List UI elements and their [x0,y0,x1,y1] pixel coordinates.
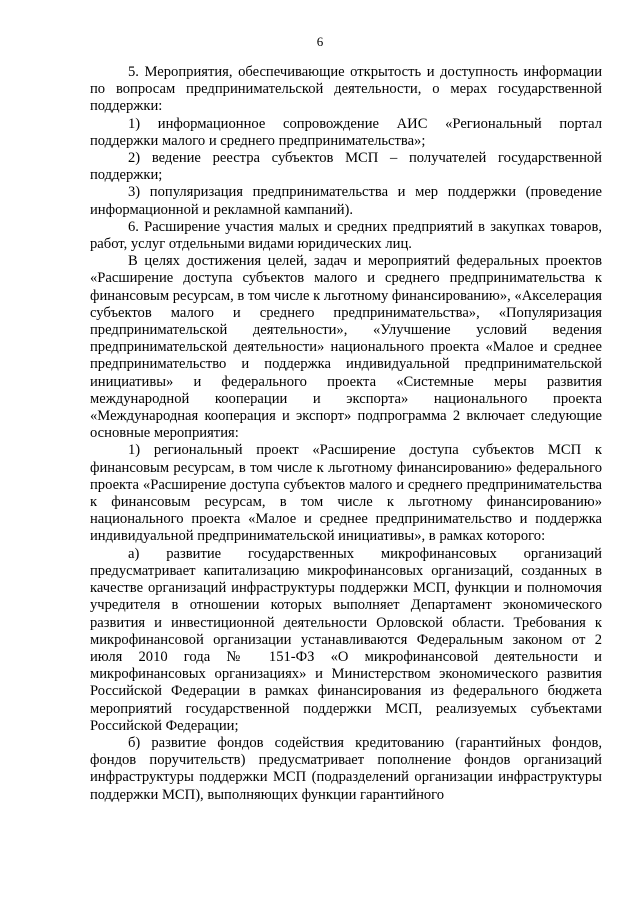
paragraph-subitem-3: 3) популяризация предпринимательства и мер поддержки (проведение информационной и рекламной кампаний). [90,184,602,218]
paragraph-regional-project-1: 1) региональный проект «Расширение доступа субъектов МСП к финансовым ресурсам, в том числе к льготному финансированию» федерального проекта «Расширение доступа субъектов малого и среднего предпринимательства к финансовым ресурсам, в том числе к льготному финансированию» национального проекта «Малое и среднее предпринимательство и поддержка индивидуальной предпринимательской инициативы», в рамках которого: [90,442,602,545]
page-number: 6 [316,34,324,49]
paragraph-subitem-1: 1) информационное сопровождение АИС «Региональный портал поддержки малого и среднего предпринимательства»; [90,115,602,149]
paragraph-subitem-a: а) развитие государственных микрофинансовых организаций предусматривает капитализацию микрофинансовых организаций, созданных в качестве организаций инфраструктуры поддержки МСП, функции и полномочия учредителя в отношении которых выполняет Департамент экономического развития и инвестиционной деятельности Орловской области. Требования к микрофинансовой организации устанавливаются Федеральным законом от 2 июля 2010 года № 151-ФЗ «О микрофинансовой деятельности и микрофинансовых организациях» и Министерством экономического развития Российской Федерации в рамках финансирования из федерального бюджета мероприятий государственной поддержки МСП, реализуемых субъектами Российской Федерации; [90,545,602,734]
paragraph-subitem-b: б) развитие фондов содействия кредитованию (гарантийных фондов, фондов поручительств) предусматривает пополнение фондов организаций инфраструктуры поддержки МСП (подразделений организации инфраструктуры поддержки МСП), выполняющих функции гарантийного [90,734,602,803]
paragraph-federal-projects: В целях достижения целей, задач и мероприятий федеральных проектов «Расширение доступа субъектов малого и среднего предпринимательства к финансовым ресурсам, в том числе к льготному финансированию», «Акселерация субъектов малого и среднего предпринимательства», «Популяризация предпринимательской деятельности», «Улучшение условий ведения предпринимательской деятельности» национального проекта «Малое и среднее предпринимательство и поддержка индивидуальной предпринимательской инициативы» и федерального проекта «Системные меры развития международной кооперации и экспорта» национального проекта «Международная кооперация и экспорт» подпрограмма 2 включает следующие основные мероприятия: [90,253,602,442]
document-body [90,64,602,804]
paragraph-subitem-2: 2) ведение реестра субъектов МСП – получателей государственной поддержки; [90,150,602,184]
paragraph-item-6: 6. Расширение участия малых и средних предприятий в закупках товаров, работ, услуг отдельными видами юридических лиц. [90,218,602,253]
paragraph-item-5: 5. Мероприятия, обеспечивающие открытость и доступность информации по вопросам предпринимательской деятельности, о мерах государственной поддержки: [90,64,602,115]
